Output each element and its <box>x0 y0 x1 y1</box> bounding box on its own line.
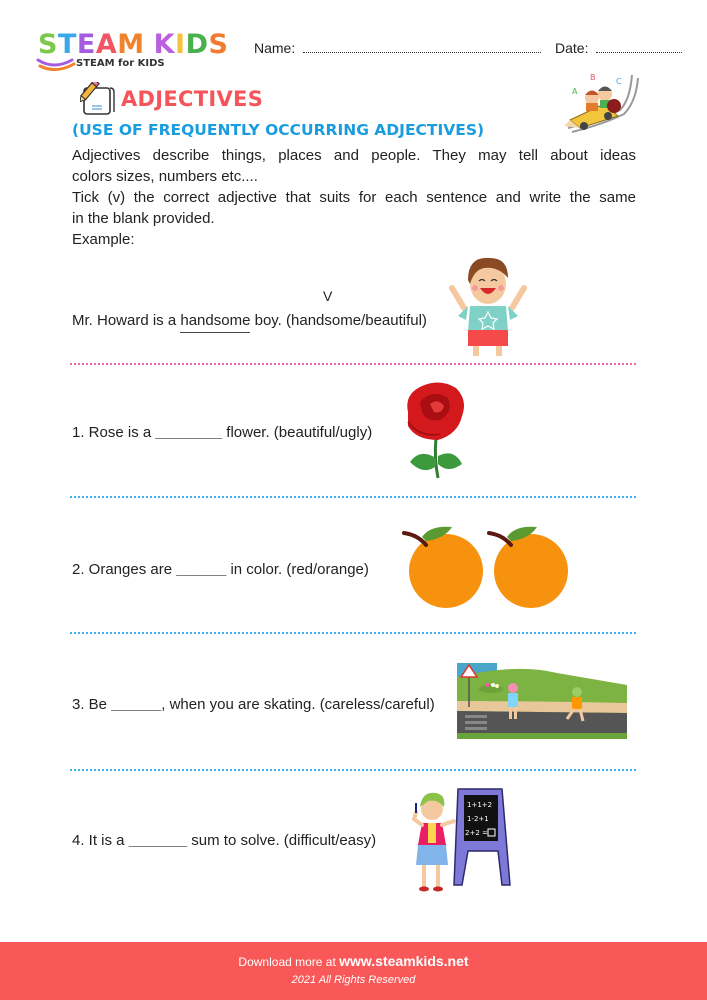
intro-line-5: Example: <box>72 231 135 248</box>
question-suffix: in color. (red/orange) <box>226 561 369 578</box>
logo-letter: E <box>76 29 96 60</box>
intro-line-3: Tick (v) the correct adjective that suits for each sentence and write the same <box>72 189 636 206</box>
divider <box>70 496 636 498</box>
svg-text:A: A <box>572 87 578 96</box>
svg-text:C: C <box>616 77 622 86</box>
instructions <box>72 145 636 250</box>
logo-letter: T <box>57 29 77 60</box>
intro-line-2: colors sizes, numbers etc.... <box>72 168 258 185</box>
tick-mark: V <box>323 288 333 304</box>
question-prefix: 4. It is a <box>72 832 129 849</box>
question-prefix: 3. Be <box>72 696 112 713</box>
question-3 <box>72 696 435 713</box>
footer-download <box>0 953 707 969</box>
logo-letter: S <box>38 29 58 60</box>
date-field[interactable] <box>596 41 682 53</box>
steam-kids-logo <box>36 30 236 75</box>
name-label: Name: <box>254 40 296 56</box>
question-prefix: 1. Rose is a <box>72 424 156 441</box>
skating-illustration <box>457 663 627 739</box>
footer-download-prefix: Download more at <box>238 955 340 969</box>
example-suffix: boy. (handsome/beautiful) <box>250 312 427 329</box>
footer-url-link[interactable]: www.steamkids.net <box>339 953 469 969</box>
footer-rights: 2021 All Rights Reserved <box>291 974 416 986</box>
logo-swoosh-icon <box>36 56 76 74</box>
question-suffix: flower. (beautiful/ugly) <box>222 424 373 441</box>
rose-illustration <box>400 378 470 482</box>
svg-text:B: B <box>590 73 596 82</box>
footer-bar <box>0 942 707 1000</box>
blackboard-row-3: 2+2 = <box>465 829 488 837</box>
divider <box>70 363 636 365</box>
logo-letter: I <box>175 29 186 60</box>
boy-illustration <box>448 252 528 360</box>
answer-blank[interactable]: ______ <box>111 696 162 713</box>
question-prefix: 2. Oranges are <box>72 561 177 578</box>
logo-letter: S <box>208 29 229 60</box>
answer-blank[interactable]: ________ <box>155 424 223 441</box>
teacher-blackboard-illustration <box>410 785 520 900</box>
logo-tagline: STEAM for KIDS <box>76 58 165 69</box>
name-field[interactable] <box>303 41 541 53</box>
example-sentence <box>72 312 427 329</box>
logo-letter: M <box>117 29 145 60</box>
oranges-illustration <box>400 525 572 611</box>
blackboard-row-1: 1+1+2 <box>467 801 493 809</box>
example-answer: handsome <box>180 312 250 333</box>
divider <box>70 769 636 771</box>
question-suffix: sum to solve. (difficult/easy) <box>187 832 377 849</box>
intro-line-4: in the blank provided. <box>72 210 215 227</box>
page-title: ADJECTIVES <box>121 87 264 111</box>
logo-letter: K <box>153 29 176 60</box>
name-date-row <box>254 40 682 56</box>
question-4 <box>72 832 376 849</box>
example-prefix: Mr. Howard is a <box>72 312 181 329</box>
answer-blank[interactable]: ______ <box>176 561 227 578</box>
question-suffix: , when you are skating. (careless/careful) <box>161 696 435 713</box>
logo-letter: D <box>185 29 209 60</box>
answer-blank[interactable]: _______ <box>128 832 188 849</box>
logo-letter: A <box>95 29 118 60</box>
divider <box>70 632 636 634</box>
kids-rollercoaster-illustration <box>560 70 640 135</box>
blackboard-row-2: 1-2+1 <box>467 815 489 823</box>
date-label: Date: <box>555 40 589 56</box>
page-subtitle: (USE OF FREQUENTLY OCCURRING ADJECTIVES) <box>72 121 485 139</box>
intro-line-1: Adjectives describe things, places and people. They may tell about ideas <box>72 147 636 164</box>
question-1 <box>72 424 372 441</box>
pencil-paper-icon <box>80 82 116 116</box>
question-2 <box>72 561 369 578</box>
